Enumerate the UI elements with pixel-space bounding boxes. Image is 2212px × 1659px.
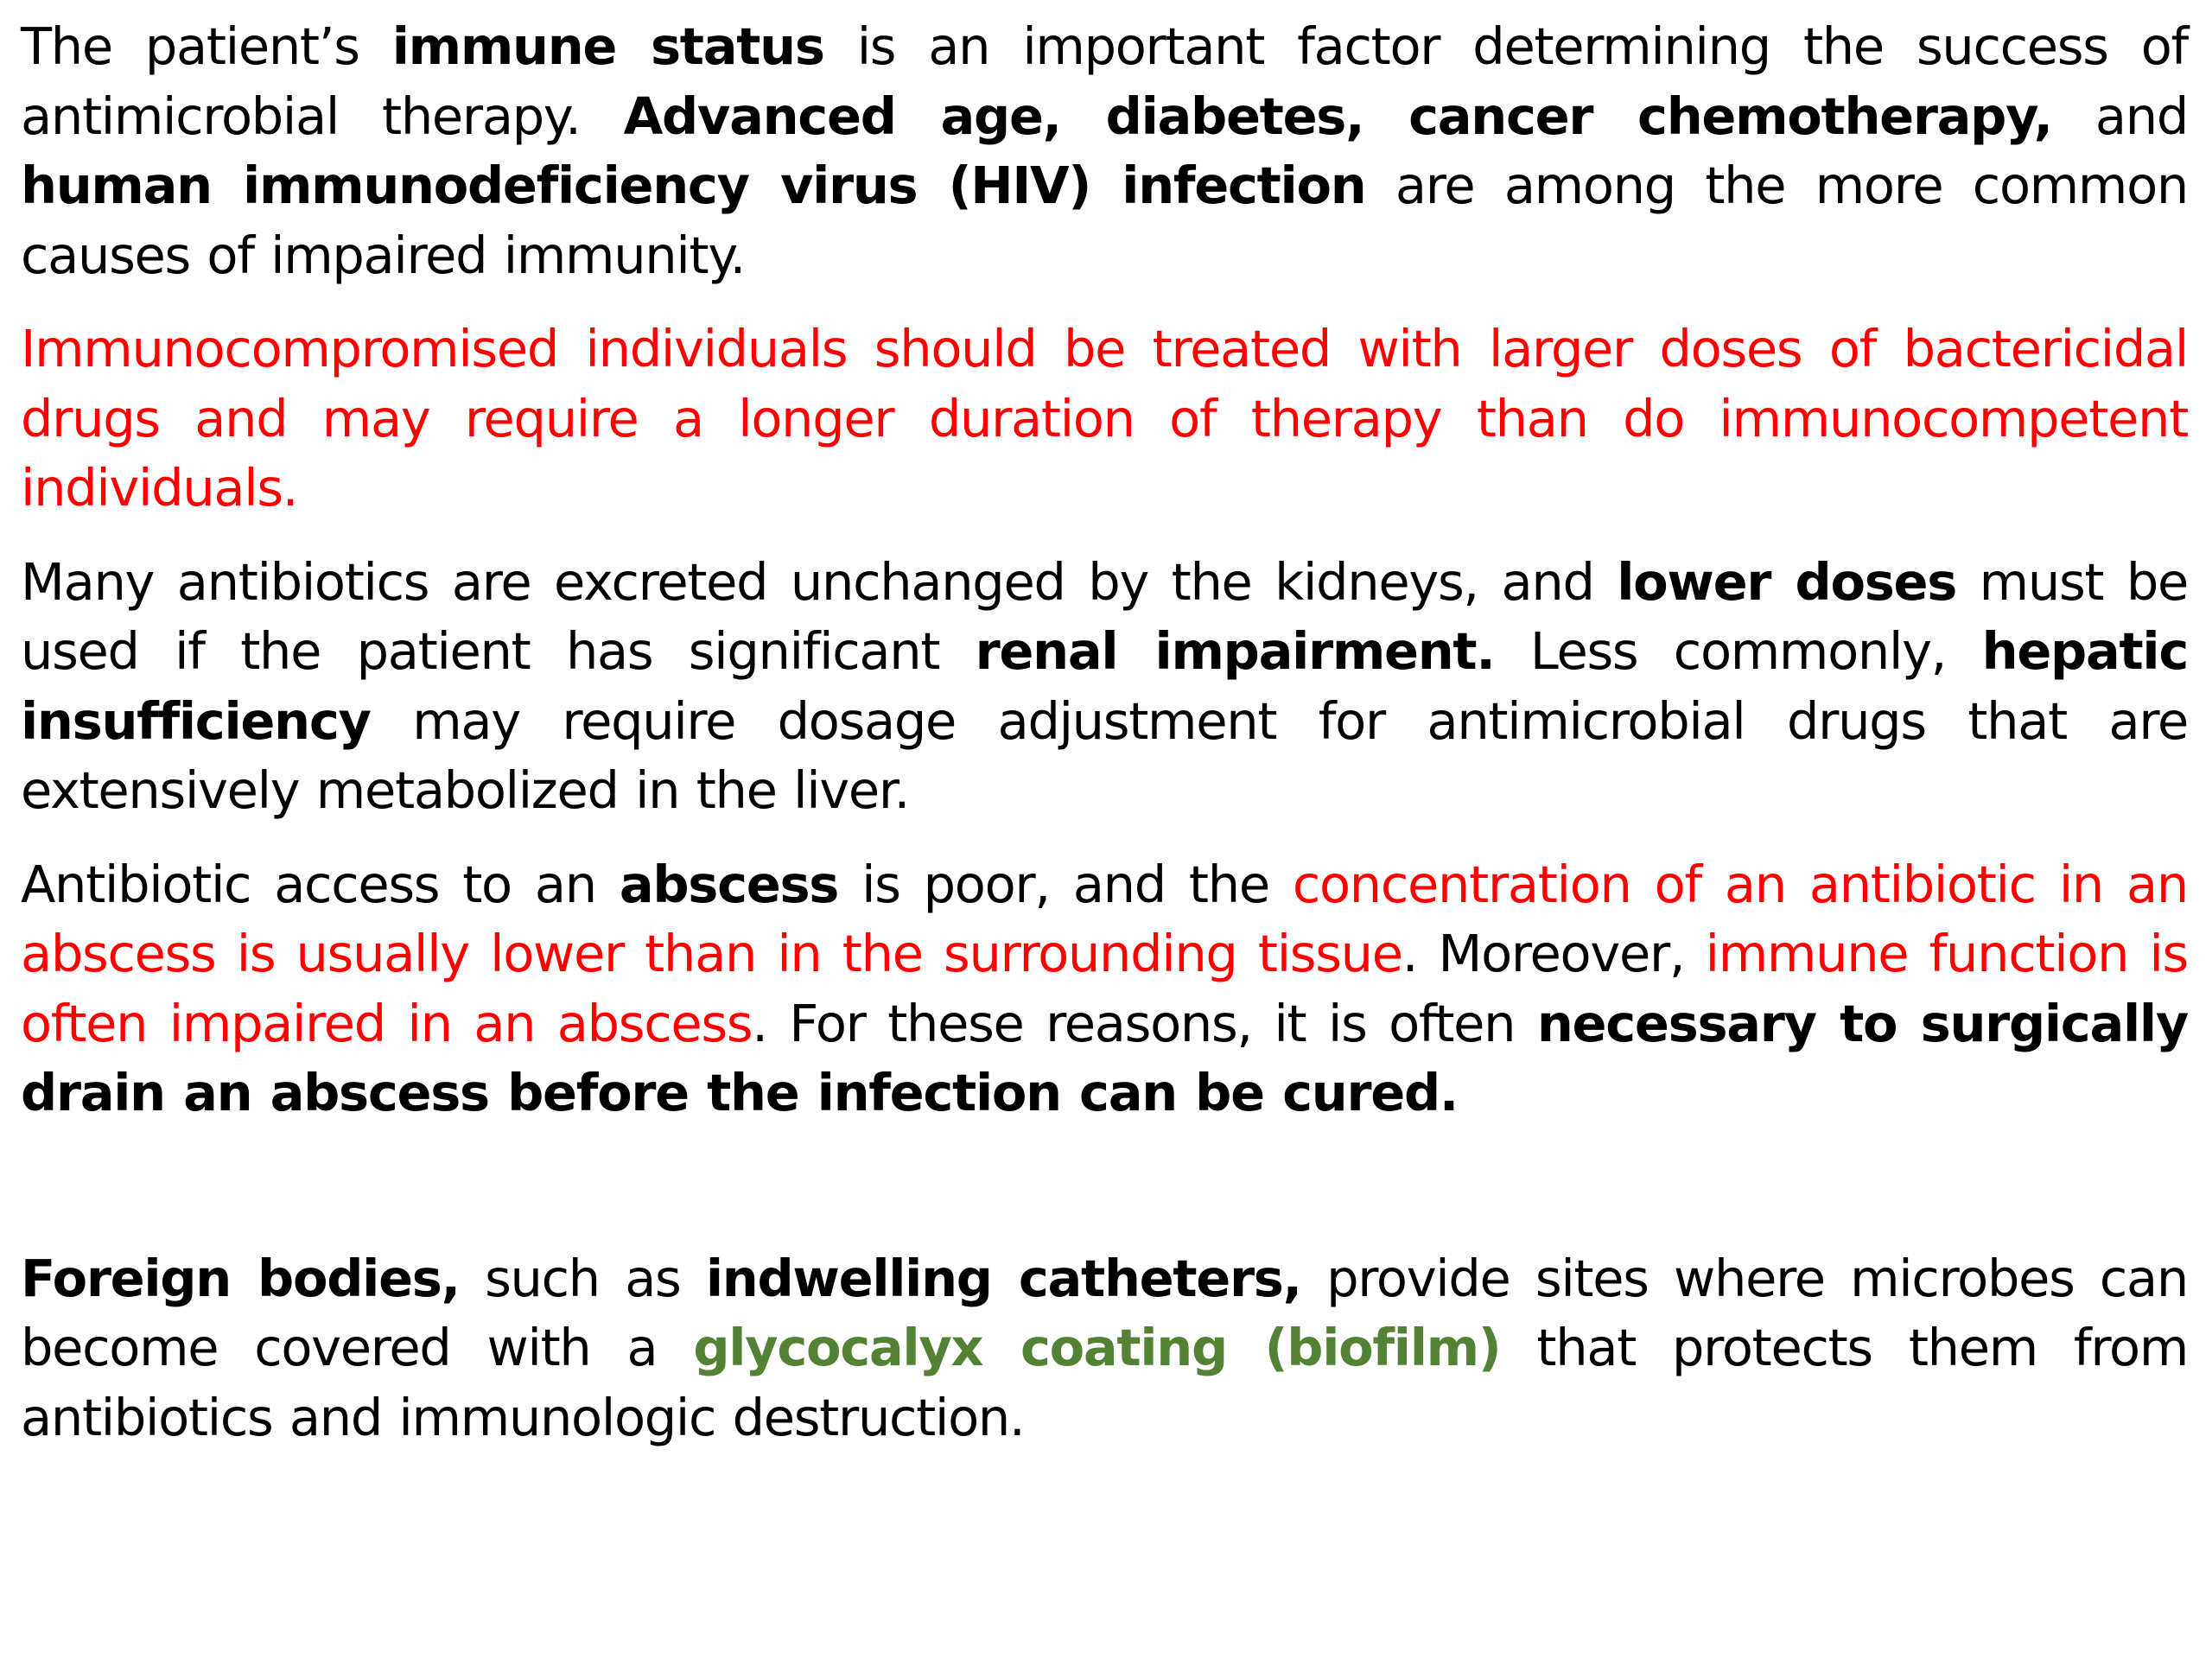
run-bold: renal impairment. [975,621,1495,681]
run-bold: Advanced age, diabetes, cancer chemotherapy, [623,86,2052,146]
run-text: The patient’s [21,16,392,76]
paragraph-immunocompromised [21,315,2188,524]
run-red: concentration of an antibiotic in an abscess is usually lower than in the surrounding tissue [21,854,2188,983]
run-text: is poor, and the [838,854,1293,914]
run-red: Immunocompromised individuals should be treated with larger doses of bactericidal drugs and may require a longer duration of therapy than do immunocompetent individuals. [21,319,2188,518]
run-text: may require dosage adjustment for antimicrobial drugs that are extensively metabolized in the liver. [21,690,2188,820]
run-bold: indwelling catheters, [705,1248,1301,1308]
run-bold: necessary to surgically drain an abscess before the infection can be cured. [21,993,2189,1122]
run-text: Antibiotic access to an [21,854,620,914]
run-text: is an important factor determining the success of antimicrobial therapy. [21,16,2188,146]
run-bold: lower doses [1617,551,1957,612]
run-bold: abscess [619,854,839,914]
run-text: provide sites where microbes can become covered with a [21,1248,2188,1377]
run-bold: immune status [391,16,824,76]
run-text: Many antibiotics are excreted unchanged by the kidneys, and [21,551,1618,612]
run-text: . For these reasons, it is often [752,993,1537,1053]
run-bold: Foreign bodies, [21,1248,460,1308]
paragraph-immune-status [21,12,2188,290]
run-green-bold: glycocalyx coating (biofilm) [693,1318,1501,1377]
run-text: such as [459,1248,706,1308]
paragraph-abscess [21,850,2188,1128]
run-red: immune function is often impaired in an abscess [21,924,2188,1053]
run-text: and [2051,86,2188,146]
run-text: must be used if the patient has significant [21,551,2188,681]
run-text: . Moreover, [1402,924,1706,983]
run-text: Less commonly, [1494,621,1982,681]
run-text: are among the more common causes of impaired immunity. [21,156,2188,285]
paragraph-foreign-bodies [21,1244,2188,1453]
paragraph-renal-hepatic [21,548,2188,826]
run-bold: hepatic insufficiency [21,621,2188,751]
run-bold: human immunodeficiency virus (HIV) infection [21,156,1366,215]
slide-body [21,12,2188,1477]
run-text: that protects them from antibiotics and immunologic destruction. [21,1318,2188,1447]
